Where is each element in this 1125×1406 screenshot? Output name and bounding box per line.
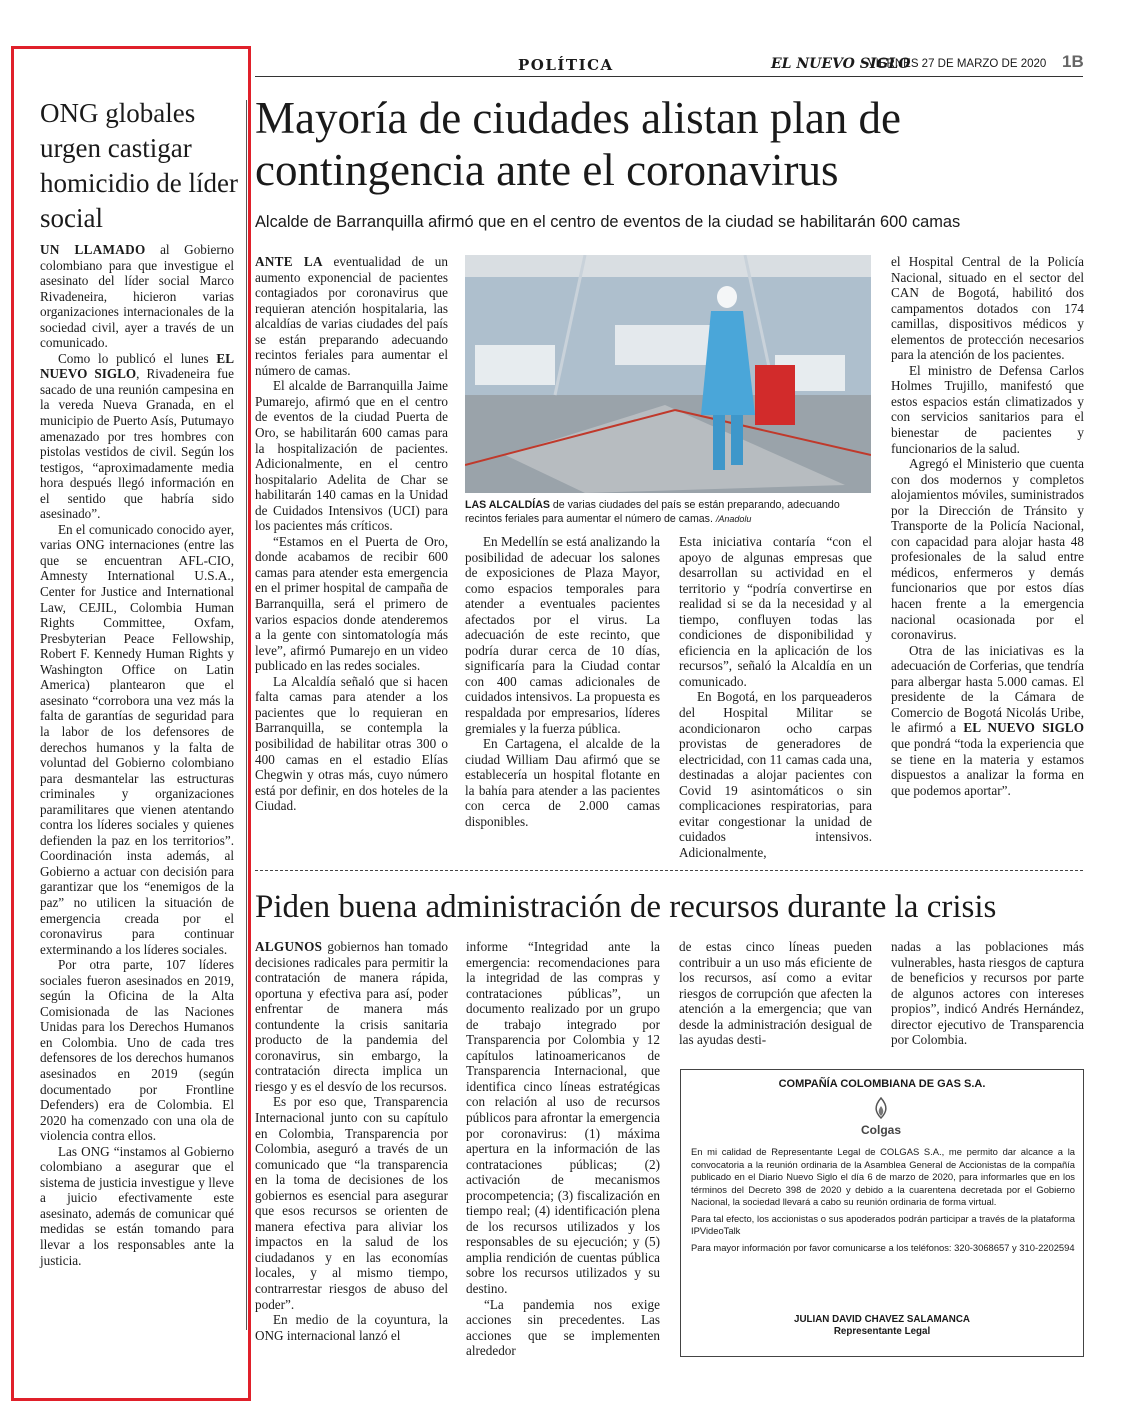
legal-notice-ad <box>680 1069 1084 1357</box>
ad-paragraph: Para mayor información por favor comunicarse a los teléfonos: 320-3068657 y 310-2202594 <box>691 1241 1075 1253</box>
main-subhead: Alcalde de Barranquilla afirmó que en el centro de eventos de la ciudad se habilitarán 600 camas <box>255 213 961 231</box>
paragraph: La Alcaldía señaló que si hacen falta camas para atender a los pacientes que lo requieran en Barranquilla, se contempla la posibilidad de habilitar otras 300 o 400 camas en el estadio Elías Chegwin y otras más, cuyo número está por definir, en dos hoteles de la Ciudad. <box>255 673 448 814</box>
section-rule <box>255 870 1083 871</box>
paragraph: El ministro de Defensa Carlos Holmes Trujillo, manifestó que estos espacios están climatizados y con servicios sanitarios para el bienestar de pacientes y funcionarios de la salud. <box>891 362 1084 456</box>
paragraph: “La pandemia nos exige acciones sin precedentes. Las acciones que se implementen alrededor <box>466 1296 660 1359</box>
header-rule <box>255 76 1083 77</box>
paragraph: eventualidad de un aumento exponencial de pacientes contagiados por coronavirus que requieran atención hospitalaria, las alcaldías de varias ciudades del país se están preparando adecuando recintos feriales para aumentar el número de camas. <box>255 254 448 378</box>
paragraph: que pondrá “toda la experiencia que se tiene en la materia y estamos dispuestos a analizar la forma en que podemos aportar”. <box>891 735 1084 798</box>
paragraph: , Rivadeneira fue sacado de una reunión campesina en la vereda Nueva Granada, en el municipio de Puerto Asís, Putumayo amenazado por tres hombres con pistolas vestidos de civil. Según los testigos, “aproximadamente media hora después llegó información en el sentido que habría sido asesinado”. <box>40 366 234 522</box>
paragraph: Como lo publicó el lunes <box>58 350 217 366</box>
caption-text: de varias ciudades del país se están preparando, adecuando recintos feriales para aumentar el número de camas. <box>465 499 840 525</box>
page-number: 1B <box>1062 52 1084 71</box>
ad-signature <box>681 1314 1083 1338</box>
paragraph: Otra de las iniciativas es la adecuación de Corferias, que tendría para albergar hasta 5.000 camas. El presidente de la Cámara de Comercio de Bogotá Nicolás Uribe, le afirmó a <box>891 642 1084 736</box>
paragraph: Esta iniciativa contaría “con el apoyo de algunas empresas que desarrollan su actividad en el territorio y “podría convertirse en realidad si se da la necesidad y al tiempo, confluyen todas las condiciones de disponibilidad y eficiencia en la aplicación de los recursos”, señaló la Alcaldía en un comunicado. <box>679 534 872 689</box>
main-story-column-3 <box>679 534 872 860</box>
paragraph: Es por eso que, Transparencia Internacional junto con su capítulo en Colombia, Transparencia por Colombia, aseguró a través de un comunicado que “la transparencia en la toma de decisiones de los gobiernos es esencial para asegurar que esos recursos se orienten de manera efectiva para aliviar los impactos en la salud de los ciudadanos y en las economías locales, y al mismo tiempo, contrarrestar riesgos de abuso del poder”. <box>255 1094 448 1312</box>
masthead: EL NUEVO SIGLO <box>771 56 911 72</box>
photo-credit: /Anadolu <box>715 514 752 524</box>
paragraph: de estas cinco líneas pueden contribuir a un uso más eficiente de los recursos, así como a evitar riesgos de corrupción que afecten la atención a la emergencia; que van desde la administración desigual de las ayudas desti- <box>679 939 872 1048</box>
main-story-column-2 <box>465 534 660 829</box>
publication-date: VIERNES 27 DE MARZO DE 2020 <box>868 58 1047 70</box>
paragraph: En Cartagena, el alcalde de la ciudad William Dau afirmó que se establecería un hospital flotante en la bahía para atender a las pacientes con cerca de 2.000 camas disponibles. <box>465 736 660 829</box>
paragraph: Las ONG “instamos al Gobierno colombiano a asegurar que el sistema de justicia investigue y lleve a juicio efectivamente este asesinato, además de comunicar qué medidas se están tomando para llevar a los responsables ante la justicia. <box>40 1143 234 1268</box>
paragraph: al Gobierno colombiano para que investigue el asesinato del líder social Marco Rivadeneira, hicieron varias organizaciones internacionales de la sociedad civil, ayer a través de un comunicado. <box>40 242 234 351</box>
paragraph: El alcalde de Barranquilla Jaime Pumarejo, afirmó que en el centro de eventos de la ciudad Puerta de Oro, se habilitarán 600 camas para la hospitalización de pacientes. Adicionalmente, en el centro hospitalario Adelita de Char se habilitarán 140 camas en la Unidad de Cuidados Intensivos (UCI) para los pacientes más críticos. <box>255 378 448 534</box>
paragraph: el Hospital Central de la Policía Nacional, situado en el sector del CAN de Bogotá, habilitó dos campamentos dotados con 174 camillas, dispositivos médicos y elementos de protección necesarios para la atención de los pacientes. <box>891 254 1084 363</box>
side-story-headline: ONG globales urgen castigar homicidio de líder social <box>40 98 238 233</box>
main-headline: Mayoría de ciudades alistan plan de contingencia ante el coronavirus <box>255 93 902 195</box>
second-story-column-4 <box>891 939 1084 1048</box>
lead-in: ANTE LA <box>255 254 323 269</box>
hospital-photo-image <box>465 255 871 493</box>
paragraph: gobiernos han tomado decisiones radicales para permitir la contratación de manera rápida, oportuna y efectiva para así, poder enfrentar de manera más contundente la crisis sanitaria producto de la pandemia del coronavirus, sin embargo, la contratación directa implica un riesgo y es el desvío de los recursos. <box>255 939 448 1094</box>
main-story-column-1 <box>255 254 448 814</box>
paragraph: En Medellín se está analizando la posibilidad de adecuar los salones de exposiciones de Plaza Mayor, como espacios temporales para atender a eventuales pacientes afectados por el virus. La adecuación de este recinto, que podría durar cerca de 10 días, significaría para la Ciudad contar con 400 camas adicionales de cuidados intensivos. La propuesta es respaldada por empresarios, líderes gremiales y la fuerza pública. <box>465 534 660 736</box>
second-story-column-2 <box>466 939 660 1359</box>
paragraph: En medio de la coyuntura, la ONG internacional lanzó el <box>255 1312 448 1343</box>
newspaper-name: EL NUEVO SIGLO <box>963 720 1084 736</box>
paragraph: “Estamos en el Puerta de Oro, donde acabamos de recibir 600 camas para atender esta emergencia en el primer hospital de campaña de Barranquilla, será el primero de varios espacios donde atenderemos a la gente con sintomatología más leve”, afirmó Pumarejo en un video publicado en las redes sociales. <box>255 533 448 674</box>
caption-lead: LAS ALCALDÍAS <box>465 499 550 511</box>
hospital-photo <box>465 255 871 493</box>
second-story-column-3 <box>679 939 872 1048</box>
paragraph: En Bogotá, en los parqueaderos del Hospital Militar se acondicionaron ocho carpas provistas de generadores de electricidad, con 11 camas cada una, destinadas a alojar pacientes con Covid 19 asintomáticos o sin complicaciones respiratorias, para evitar congestionar la unidad de cuidados intensivos. Adicionalmente, <box>679 689 872 860</box>
lead-in: ALGUNOS <box>255 939 323 954</box>
paragraph: Por otra parte, 107 líderes sociales fueron asesinados en 2019, según la Oficina de la Alta Comisionada de las Naciones Unidas para los Derechos Humanos en Colombia. Uno de cada tres defensores de los derechos humanos asesinados en 2019 (según documentado por Frontline Defenders) era de Colombia. El 2020 ha comenzado con una ola de violencia contra ellos. <box>40 957 234 1144</box>
lead-in: UN LLAMADO <box>40 242 146 257</box>
paragraph: nadas a las poblaciones más vulnerables, hasta riesgos de captura de beneficios y recursos por parte de algunos actores con intereses propios”, indicó Andrés Hernández, director ejecutivo de Transparencia por Colombia. <box>891 939 1084 1048</box>
paragraph: En el comunicado conocido ayer, varias ONG internaciones (entre las que se encuentran AFL-CIO, Amnesty International U.S.A., Center for Justice and International Law, CEJIL, Colombia Human Rights Committee, Oxfam, Presbyterian Peace Fellowship, Robert F. Kennedy Human Rights y Washington Office on Latin America) plantearon que el asesinato “corrobora una vez más la falta de garantías de seguridad para la labor de los defensores de derechos humanos y la falta de voluntad del Gobierno colombiano para desmantelar las estructuras criminales y organizaciones paramilitares que vienen atentando contra los líderes sociales y quienes defienden la paz en los territorios”. Coordinación insta además, al Gobierno a actuar con decisión para garantizar que los “enemigos de la paz” no utilicen la situación de emergencia creada por el coronavirus para continuar exterminando a los líderes sociales. <box>40 521 234 957</box>
ad-paragraph: Para tal efecto, los accionistas o sus apoderados podrán participar a través de la plataforma IPVideoTalk <box>691 1212 1075 1236</box>
main-story-column-4 <box>891 254 1084 798</box>
paragraph: informe “Integridad ante la emergencia: recomendaciones para la integridad de las compras y contrataciones públicas”, un documento realizado por un grupo de trabajo integrado por Transparencia por Colombia y 12 capítulos latinoamericanos de Transparencia Internacional, que identifica cinco líneas estratégicas con relación al uso de recursos públicos para afrontar la emergencia por coronavirus: (1) máxima apertura en la información de las contrataciones públicas; (2) activación de mecanismos procompetencia; (3) fiscalización en tiempo real; (4) identificación plena de los recursos utilizados y los responsables de su ejecución; y (5) amplia rendición de cuentas pública sobre los recursos utilizados y su destino. <box>466 939 660 1297</box>
section-title: POLÍTICA <box>518 56 614 74</box>
ad-signer-title: Representante Legal <box>833 1326 931 1337</box>
ad-company-name: COMPAÑÍA COLOMBIANA DE GAS S.A. <box>778 1078 986 1090</box>
second-story-column-1 <box>255 939 448 1343</box>
second-headline: Piden buena administración de recursos durante la crisis <box>255 889 997 925</box>
ad-paragraph: En mi calidad de Representante Legal de COLGAS S.A., me permito dar alcance a la convocatoria a la reunión ordinaria de la Asamblea General de Accionistas de la compañía publicado en el Diario Nuevo Siglo el día 6 de marzo de 2020, para informarles que en los términos del Decreto 398 de 2020 y debido a la cuarentena decretada por el Gobierno Nacional, la sociedad llevará a cabo su reunión ordinaria de forma virtual. <box>691 1146 1075 1207</box>
ad-body <box>691 1146 1075 1258</box>
highlight-frame <box>11 46 251 1401</box>
paragraph: Agregó el Ministerio que cuenta con dos modernos y completos alojamientos móviles, suministrados por la Dirección de Tránsito y Transporte de la Policía Nacional, con capacidad para alojar hasta 48 profesionales de la salud entre médicos, enfermeros y demás funcionarios que por estos días hacen frente a la emergencia nacional ocasionada por el coronavirus. <box>891 456 1084 643</box>
newspaper-name: EL NUEVO SIGLO <box>40 350 234 382</box>
ad-logo-text: Colgas <box>860 1123 902 1137</box>
colgas-flame-icon <box>841 1094 921 1138</box>
ad-signer-name: JULIAN DAVID CHAVEZ SALAMANCA <box>794 1314 970 1325</box>
photo-caption <box>465 498 871 526</box>
